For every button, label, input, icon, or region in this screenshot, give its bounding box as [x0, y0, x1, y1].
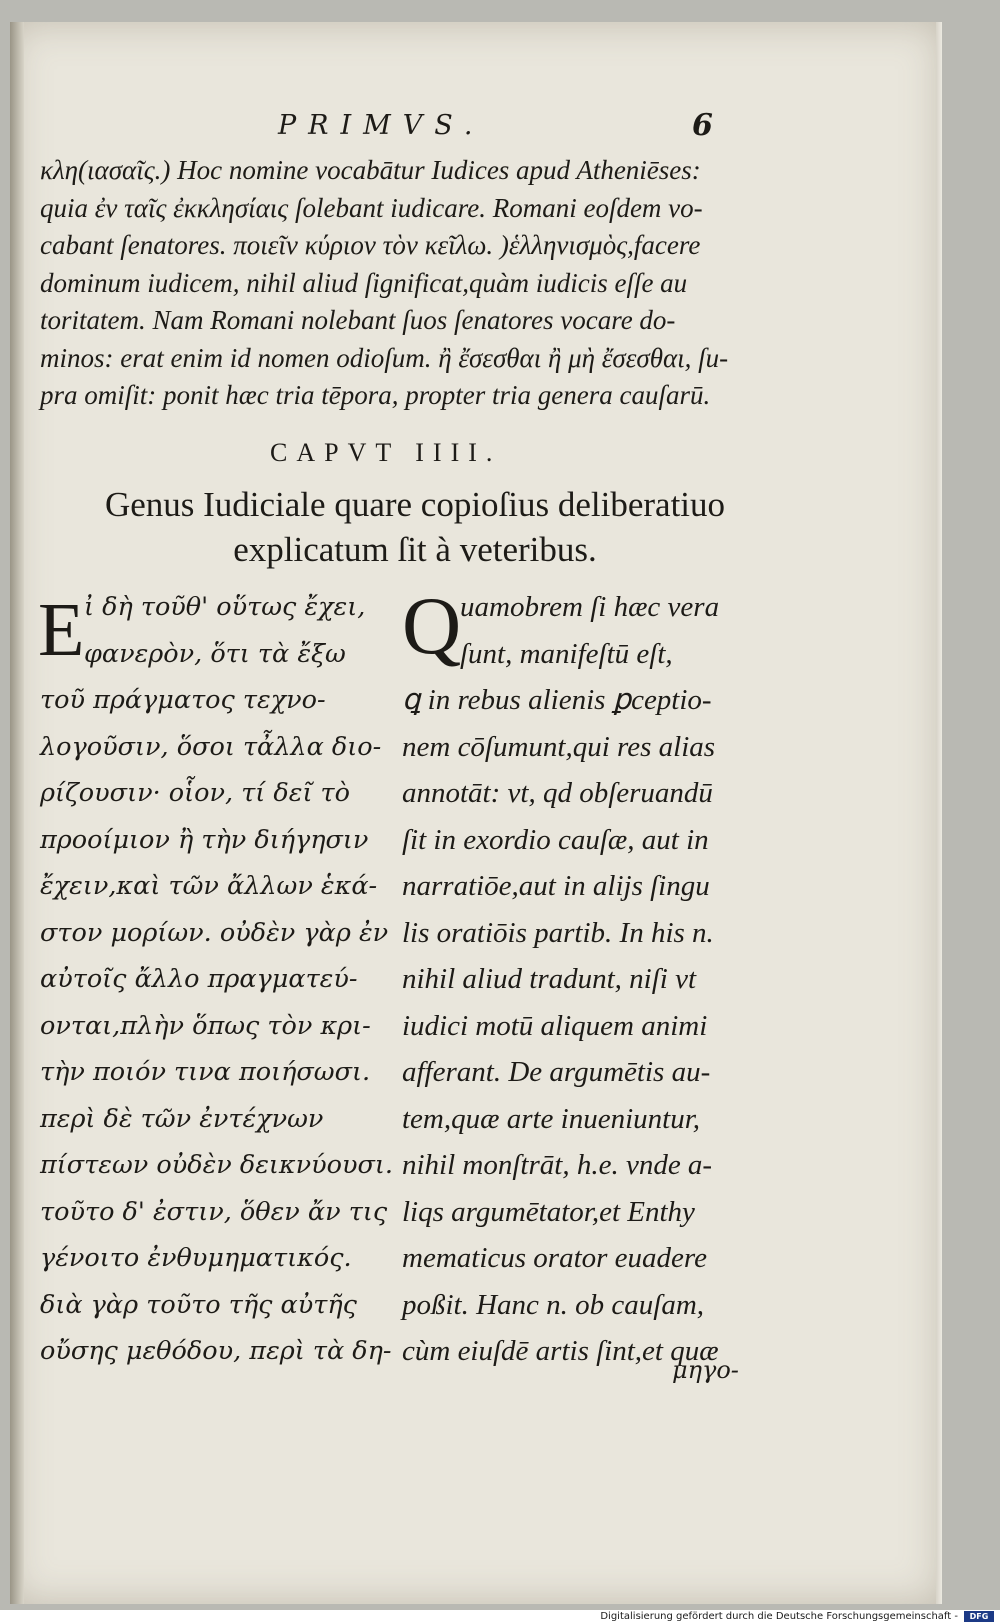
greek-line: διὰ γὰρ τοῦτο τῆς αὐτῆς	[40, 1289, 357, 1320]
chapter-title	[10, 482, 820, 572]
latin-column	[402, 580, 782, 1375]
latin-line: nihil aliud tradunt, niſi vt	[402, 963, 697, 995]
chapter-title-line: explicatum ſit à veteribus.	[233, 530, 597, 569]
greek-line: φανερὸν, ὅτι τὰ ἔξω	[84, 638, 346, 669]
chapter-label: CAPVT IIII.	[270, 438, 502, 467]
greek-line: αὐτοῖς ἄλλο πραγματεύ-	[40, 964, 358, 994]
greek-column	[40, 584, 400, 1375]
greek-line: πίστεων οὐδὲν δεικνύουσι.	[40, 1150, 393, 1180]
note-line: toritatem. Nam Romani nolebant ſuos ſenatores vocare do-	[40, 305, 676, 335]
greek-line: οὔσης μεθόδου, περὶ τὰ δη-	[40, 1336, 392, 1366]
latin-line: mematicus orator euadere	[402, 1242, 707, 1274]
greek-line: τοῦτο δ' ἐστιν, ὅθεν ἄν τις	[40, 1196, 388, 1227]
latin-line: uamobrem ſi hæc vera	[460, 591, 720, 623]
latin-line: liqs argumētator,et Enthy	[402, 1195, 695, 1228]
latin-line: ſunt, manifeſtū eſt,	[460, 637, 673, 670]
note-line: cabant ſenatores. ποιεῖν κύριον τὸν κεῖλω. )ἑλληνισμὸς,facere	[40, 230, 701, 260]
latin-line: annotāt: vt, qd obſeruandū	[402, 777, 713, 809]
book-page	[10, 22, 942, 1604]
greek-line: στον μορίων. οὐδὲν γὰρ ἐν	[40, 917, 389, 948]
chapter-title-line: Genus Iudiciale quare copioſius deliberatiuo	[104, 485, 726, 524]
latin-line: afferant. De argumētis au-	[402, 1056, 711, 1088]
running-head: PRIMVS.	[278, 110, 485, 141]
note-line: quia ἐν ταῖς ἐκκλησίαις ſolebant iudicare. Romani eoſdem vo-	[40, 192, 703, 223]
note-line: dominum iudicem, nihil aliud ſignificat,quàm iudicis eſſe au	[40, 267, 688, 298]
greek-line: ρίζουσιν· οἷον, τί δεῖ τὸ	[40, 778, 351, 808]
greek-line: ἔχειν,καὶ τῶν ἄλλων ἑκά-	[40, 871, 378, 901]
latin-line: iudici motū aliquem animi	[402, 1009, 708, 1042]
latin-line: nihil monſtrāt, h.e. vnde a-	[402, 1149, 713, 1181]
latin-line: ꝗ in rebus alienis ꝑceptio-	[402, 684, 712, 716]
greek-line: ἰ δὴ τοῦθ' οὕτως ἔχει,	[84, 592, 366, 622]
latin-line: cùm eiuſdē artis ſint,et quæ	[402, 1335, 719, 1367]
catchword: μηγο-	[672, 1356, 739, 1384]
commentary-notes	[40, 152, 760, 415]
dfg-logo: DFG	[964, 1611, 994, 1622]
latin-drop-cap: Q	[402, 580, 462, 671]
latin-line: ſit in exordio cauſæ, aut in	[402, 823, 709, 856]
greek-line: τοῦ πράγματος τεχνο-	[40, 685, 326, 715]
latin-line: narratiōe,aut in alijs ſingu	[402, 870, 710, 902]
funding-credit: Digitalisierung gefördert durch die Deutsche Forschungsgemeinschaft -	[600, 1611, 958, 1622]
note-line: minos: erat enim id nomen odioſum. ἢ ἔσεσθαι ἢ μὴ ἔσεσθαι, ſu-	[40, 342, 729, 373]
latin-line: lis oratiōis partib. In his n.	[402, 916, 714, 949]
note-line: κλη(ιασαῖς.) Hoc nomine vocabātur Iudices apud Atheniēses:	[40, 155, 701, 185]
greek-line: ονται,πλὴν ὅπως τὸν κρι-	[40, 1010, 371, 1041]
greek-line: περὶ δὲ τῶν ἐντέχνων	[40, 1103, 324, 1134]
note-line: pra omiſit: ponit hæc tria tēpora, propter tria genera cauſarū.	[40, 380, 711, 410]
latin-line: poßit. Hanc n. ob cauſam,	[402, 1288, 705, 1321]
greek-line: τὴν ποιόν τινα ποιήσωσι.	[40, 1057, 371, 1087]
latin-line: nem cōſumunt,qui res alias	[402, 730, 716, 763]
greek-line: προοίμιον ἢ τὴν διήγησιν	[40, 824, 369, 855]
greek-line: λογοῦσιν, ὅσοι τἆλλα διο-	[40, 731, 382, 762]
digitization-footer	[0, 1610, 1000, 1623]
page-content	[10, 22, 942, 1604]
greek-drop-cap: E	[38, 588, 85, 672]
page-number: 6	[692, 108, 713, 143]
latin-line: tem,quæ arte inueniuntur,	[402, 1102, 701, 1135]
greek-line: γένοιτο ἐνθυμηματικός.	[40, 1243, 352, 1273]
